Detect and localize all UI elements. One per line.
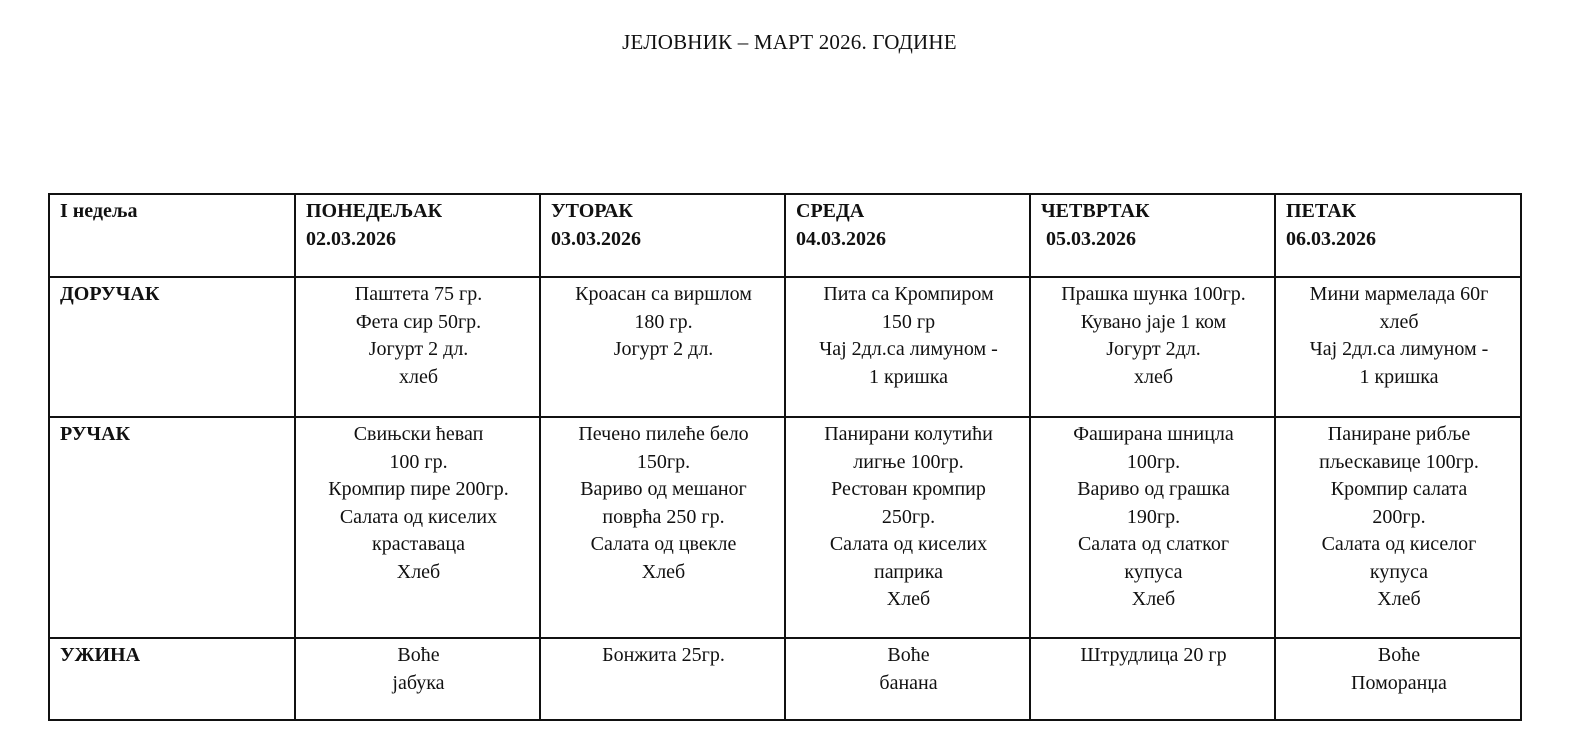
menu-line: Кромпир пире 200гр. [328, 478, 509, 500]
menu-table [48, 193, 1522, 721]
menu-line: 200гр. [1372, 505, 1426, 528]
menu-line: Свињски ћевап [353, 423, 484, 445]
day-date: 02.03.2026 [306, 227, 396, 250]
menu-line: Хлеб [1377, 588, 1421, 610]
meal-label: УЖИНА [49, 638, 295, 720]
day-name: ПОНЕДЕЉАК [306, 200, 443, 222]
meal-label: РУЧАК [49, 417, 295, 638]
day-header-monday [295, 194, 540, 277]
menu-line: Бонжита 25гр. [602, 644, 725, 666]
day-date: 04.03.2026 [796, 227, 886, 250]
menu-line: 1 кришка [868, 365, 949, 388]
menu-line: 190гр. [1126, 505, 1181, 528]
day-name: ЧЕТВРТАК [1041, 200, 1150, 222]
menu-line: Хлеб [886, 588, 931, 610]
menu-cell [540, 638, 785, 720]
menu-line: 180 гр. [634, 310, 693, 333]
menu-line: хлеб [398, 365, 439, 388]
menu-line: поврћа 250 гр. [602, 505, 725, 528]
meal-row-breakfast [49, 277, 1521, 417]
menu-line: Воће [397, 644, 440, 666]
menu-line: Јогурт 2 дл. [613, 338, 714, 360]
menu-line: Вариво од грашка [1077, 478, 1230, 500]
menu-line: 150 гр [881, 310, 936, 333]
menu-line: Панирани колутићи [824, 423, 993, 445]
menu-line: Кроасан са виршлом [575, 283, 752, 305]
menu-line: 100 гр. [389, 450, 448, 473]
menu-line: паприка [873, 560, 943, 583]
meal-row-lunch [49, 417, 1521, 638]
day-header-friday [1275, 194, 1521, 277]
menu-line: 250гр. [881, 505, 936, 528]
menu-line: Мини мармелада 60г [1309, 283, 1489, 305]
menu-line: Фета сир 50гр. [355, 310, 482, 333]
menu-line: Воће [887, 644, 930, 666]
menu-cell [1030, 638, 1275, 720]
menu-line: хлеб [1379, 310, 1419, 333]
week-label: I недеља [49, 194, 295, 277]
menu-line: Чај 2дл.са лимуном - [1309, 338, 1489, 360]
header-row [49, 194, 1521, 277]
menu-line: Фаширана шницла [1073, 423, 1234, 445]
menu-line: Салата од киселих [829, 533, 988, 555]
menu-line: 1 кришка [1359, 365, 1439, 388]
menu-line: лигње 100гр. [853, 450, 964, 473]
menu-cell [785, 417, 1030, 638]
menu-line: Кувано јаје 1 ком [1080, 310, 1227, 333]
menu-line: Хлеб [396, 560, 441, 583]
menu-line: купуса [1124, 560, 1183, 583]
menu-line: Јогурт 2 дл. [368, 338, 469, 360]
day-name: УТОРАК [551, 200, 633, 222]
menu-cell [540, 417, 785, 638]
day-date: 05.03.2026 [1046, 227, 1136, 250]
menu-line: Штрудлица 20 гр [1080, 644, 1227, 666]
day-name: ПЕТАК [1286, 200, 1357, 222]
menu-line: Прашка шунка 100гр. [1061, 283, 1246, 305]
menu-line: Паниране рибље [1327, 423, 1471, 445]
meal-row-snack [49, 638, 1521, 720]
day-header-wednesday [785, 194, 1030, 277]
menu-line: Салата од цвекле [590, 533, 737, 555]
menu-cell [1030, 277, 1275, 417]
menu-cell [295, 417, 540, 638]
menu-cell [785, 638, 1030, 720]
menu-cell [295, 277, 540, 417]
menu-line: Хлеб [641, 560, 686, 583]
menu-line: Јогурт 2дл. [1106, 338, 1201, 360]
menu-line: Поморанџа [1351, 671, 1447, 694]
menu-line: Печено пилеће бело [578, 423, 749, 445]
menu-cell [295, 638, 540, 720]
menu-line: Чај 2дл.са лимуном - [819, 338, 998, 360]
menu-line: Хлеб [1131, 588, 1176, 610]
menu-line: банана [879, 671, 938, 694]
menu-cell [540, 277, 785, 417]
day-header-thursday [1030, 194, 1275, 277]
menu-cell [1030, 417, 1275, 638]
menu-line: пљескавице 100гр. [1319, 450, 1479, 473]
menu-line: Воће [1377, 644, 1421, 666]
menu-cell [785, 277, 1030, 417]
menu-line: Рестован кромпир [831, 478, 986, 500]
menu-line: хлеб [1133, 365, 1174, 388]
menu-line: Паштета 75 гр. [354, 283, 483, 305]
menu-cell [1275, 638, 1521, 720]
menu-cell [1275, 277, 1521, 417]
menu-line: купуса [1369, 560, 1429, 583]
meal-label: ДОРУЧАК [49, 277, 295, 417]
menu-line: јабука [392, 671, 445, 694]
menu-line: Салата од слатког [1077, 533, 1230, 555]
day-name: СРЕДА [796, 200, 865, 222]
menu-line: краставаца [372, 533, 465, 555]
menu-line: Салата од киселих [339, 505, 498, 528]
menu-line: Кромпир салата [1330, 478, 1468, 500]
page-title: ЈЕЛОВНИК – МАРТ 2026. ГОДИНЕ [622, 30, 957, 54]
menu-cell [1275, 417, 1521, 638]
day-date: 06.03.2026 [1286, 227, 1376, 250]
menu-line: Вариво од мешаног [580, 478, 747, 500]
day-date: 03.03.2026 [551, 227, 641, 250]
menu-line: Салата од киселог [1321, 533, 1477, 555]
menu-line: Пита са Кромпиром [823, 283, 994, 305]
day-header-tuesday [540, 194, 785, 277]
menu-line: 100гр. [1126, 450, 1181, 473]
menu-line: 150гр. [636, 450, 691, 473]
